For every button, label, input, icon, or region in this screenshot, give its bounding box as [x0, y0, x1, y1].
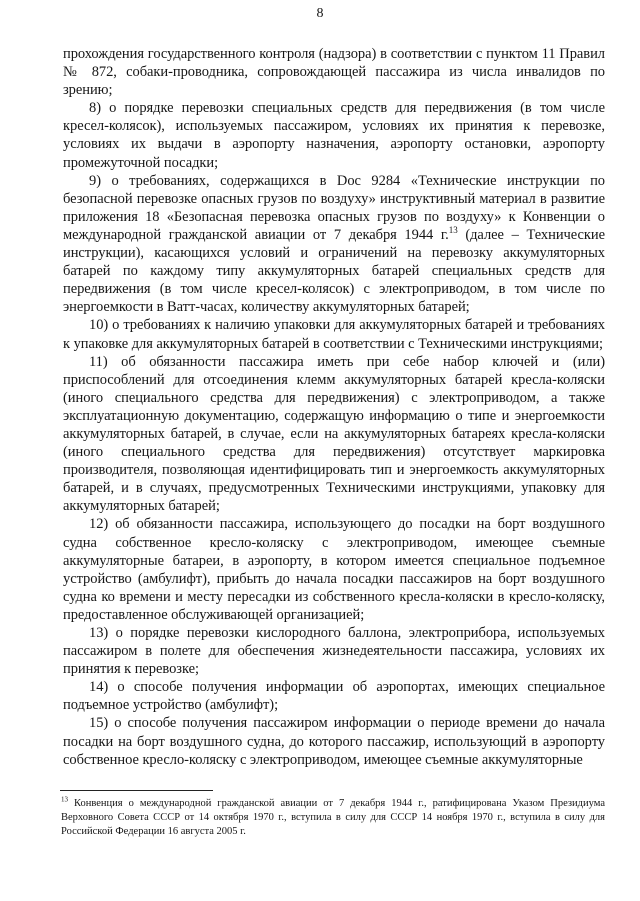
- footnote-text: Конвенция о международной гражданской авиации от 7 декабря 1944 г., ратифицирована Указом Президиума Верховного Совета СССР от 14 октября 1970 г., вступила в силу для СССР 14 ноября 1970 г., вступила в силу для Российской Федерации 16 августа 2005 г.: [61, 798, 605, 838]
- document-body: [63, 45, 605, 769]
- paragraph-item-10: 10) о требованиях к наличию упаковки для аккумуляторных батарей и требованиях к упаковке для аккумуляторных батарей в соответствии с Техническими инструкциями;: [63, 317, 605, 352]
- footnote: [61, 797, 605, 840]
- paragraph-item-13: 13) о порядке перевозки кислородного баллона, электроприбора, используемых пассажиром в полете для обеспечения жизнедеятельности пассажира, условиях их принятия к перевозке;: [63, 625, 605, 678]
- paragraph-continuation: прохождения государственного контроля (надзора) в соответствии с пунктом 11 Правил № 872, собаки-проводника, сопровождающей пассажира из числа инвалидов по зрению;: [63, 46, 605, 99]
- footnote-number: 13: [61, 795, 68, 804]
- footnote-separator: [60, 790, 213, 791]
- paragraph-item-9: [63, 172, 605, 317]
- paragraph-item-9-text-before: 9) о требованиях, содержащихся в Doc 9284 «Технические инструкции по безопасной перевозке опасных грузов по воздуху» инструктивный материал в развитие приложения 18 «Безопасная перевозка опасных грузов по воздуху» к Конвенции о международной гражданской авиации от 7 декабря 1944 г.: [63, 172, 605, 243]
- paragraph-item-15: 15) о способе получения пассажиром информации о периоде времени до начала посадки на борт воздушного судна, до которого пассажир, использующий в аэропорту собственное кресло-коляску с электроприводом, имеющее съемные аккумуляторные: [63, 715, 605, 768]
- page-number: 8: [316, 6, 324, 21]
- footnote-reference: 13: [448, 225, 458, 236]
- paragraph-item-14: 14) о способе получения информации об аэропортах, имеющих специальное подъемное устройство (амбулифт);: [63, 679, 605, 714]
- paragraph-item-11: 11) об обязанности пассажира иметь при себе набор ключей и (или) приспособлений для отсоединения клемм аккумуляторных батарей кресла-коляски (иного специального средства для передвижения) с электроприводом, а также эксплуатационную документацию, содержащую информацию о типе и энергоемкости аккумуляторных батарей, в случае, если на аккумуляторных батареях кресла-коляски (иного специального средства для передвижения) отсутствует маркировка производителя, позволяющая идентифицировать тип и энергоемкость аккумуляторных батарей, и в случаях, предусмотренных Техническими инструкциями, упаковку для аккумуляторных батарей;: [63, 353, 605, 515]
- paragraph-item-8: 8) о порядке перевозки специальных средств для передвижения (в том числе кресел-колясок), используемых пассажиром, условиях их принятия к перевозке, условиях их выдачи в аэропорту назначения, аэропорту остановки, аэропорту промежуточной посадки;: [63, 100, 605, 171]
- paragraph-item-9-text-after: (далее – Технические инструкции), касающихся условий и ограничений на перевозку аккумуляторных батарей по каждому типу аккумуляторных батарей специальных средств для передвижения (в том числе кресел-колясок) с электроприводом, в том числе по энергоемкости в Ватт-часах, количеству аккумуляторных батарей;: [63, 226, 605, 316]
- paragraph-item-12: 12) об обязанности пассажира, использующего до посадки на борт воздушного судна собственное кресло-коляску с электроприводом, имеющее съемные аккумуляторные батареи, в аэропорту, в котором имеется специальное подъемное устройство (амбулифт), прибыть до начала посадки пассажиров на борт воздушного судна ко времени и месту пересадки из собственного кресла-коляски в кресло-коляску, предоставленное обслуживающей организацией;: [63, 516, 605, 623]
